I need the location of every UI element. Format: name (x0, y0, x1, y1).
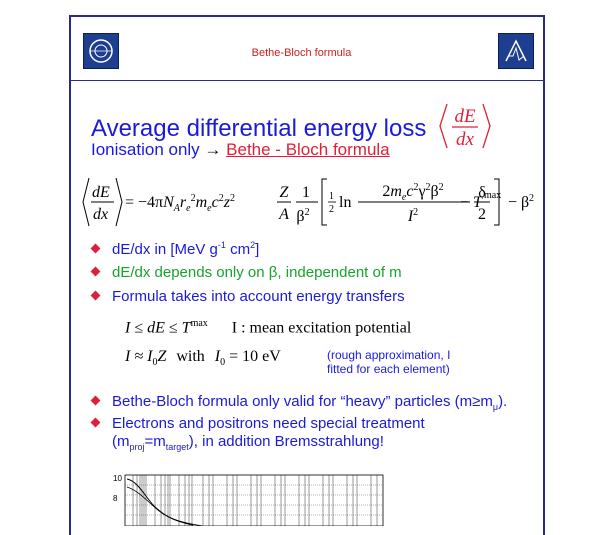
svg-text:1: 1 (302, 184, 310, 201)
arrow-icon: → (204, 140, 222, 159)
bullet-energy-transfers: Formula takes into account energy transfers (92, 288, 405, 305)
bullet-diamond-icon (91, 418, 101, 428)
relation-line-1: I ≤ dE ≤ $T^{max}$ I : mean excitation potential (125, 318, 412, 337)
svg-text:dx: dx (456, 129, 474, 150)
bethe-bloch-link[interactable]: Bethe - Bloch formula (226, 140, 390, 159)
svg-text:= −4πNAre2mec2z2: = $-4\pi N_Ar_e^2m_ec^2z^2$ (125, 193, 235, 214)
svg-text:ln: ln (339, 194, 352, 211)
bullet-electrons: Electrons and positrons need special treatment $(m_{proj}=m_{target})$, in addition Bremsstrahlung! (92, 415, 425, 456)
equation-delta-term (456, 176, 534, 233)
svg-text:2: 2 (478, 206, 486, 223)
svg-text:dE: dE (454, 106, 476, 127)
relation-line-2: $I \approx I_0Z$ with $I_0 = 10$ eV (125, 348, 281, 369)
svg-text:2: 2 (529, 193, 534, 204)
svg-text:δ: δ (478, 184, 486, 201)
svg-text:β2: $\beta^2$ (296, 207, 310, 225)
svg-text:dE: dE (92, 184, 110, 201)
svg-text:dx: dx (93, 206, 109, 223)
subtitle (91, 140, 390, 160)
bullet-diamond-icon (91, 291, 101, 301)
header-title: Bethe-Bloch formula (251, 47, 352, 59)
header-divider (71, 80, 543, 81)
bullet-units: dE/dx in [MeV $g^{-1}$ $cm^2$] (92, 240, 259, 258)
plot-ytick-mid: 8 (113, 494, 118, 503)
title-dedx-fraction (439, 101, 491, 158)
svg-text:2mec2γ2β2: $2m_ec^2\gamma^2\beta^2$ (382, 182, 444, 203)
stopping-power-plot (113, 471, 385, 526)
svg-text:max: max (484, 190, 502, 201)
svg-text:− β: − β (508, 194, 530, 211)
svg-text:Z: Z (279, 184, 289, 201)
slide-title-text: Average differential energy loss (91, 114, 427, 142)
bullet-diamond-icon (91, 244, 101, 254)
bullet-diamond-icon (91, 396, 101, 406)
svg-text:2: 2 (329, 204, 334, 215)
svg-text:−: − (460, 194, 470, 211)
svg-text:I2: $I^2$ (407, 207, 419, 225)
approximation-note: (rough approximation, I fitted for each element) (327, 348, 451, 376)
bullet-diamond-icon (91, 267, 101, 277)
svg-text:T: T (473, 194, 482, 211)
plot-ytick-top: 10 (113, 474, 122, 483)
bullet-beta-dependence: dE/dx depends only on β, independent of m (92, 264, 402, 281)
bullet-heavy-particles: Bethe-Bloch formula only valid for “heavy” particles $(m\ge m_\mu)$. (92, 393, 507, 412)
svg-text:1: 1 (329, 191, 334, 202)
svg-text:A: A (279, 206, 289, 223)
subtitle-prefix: Ionisation only (91, 140, 200, 159)
